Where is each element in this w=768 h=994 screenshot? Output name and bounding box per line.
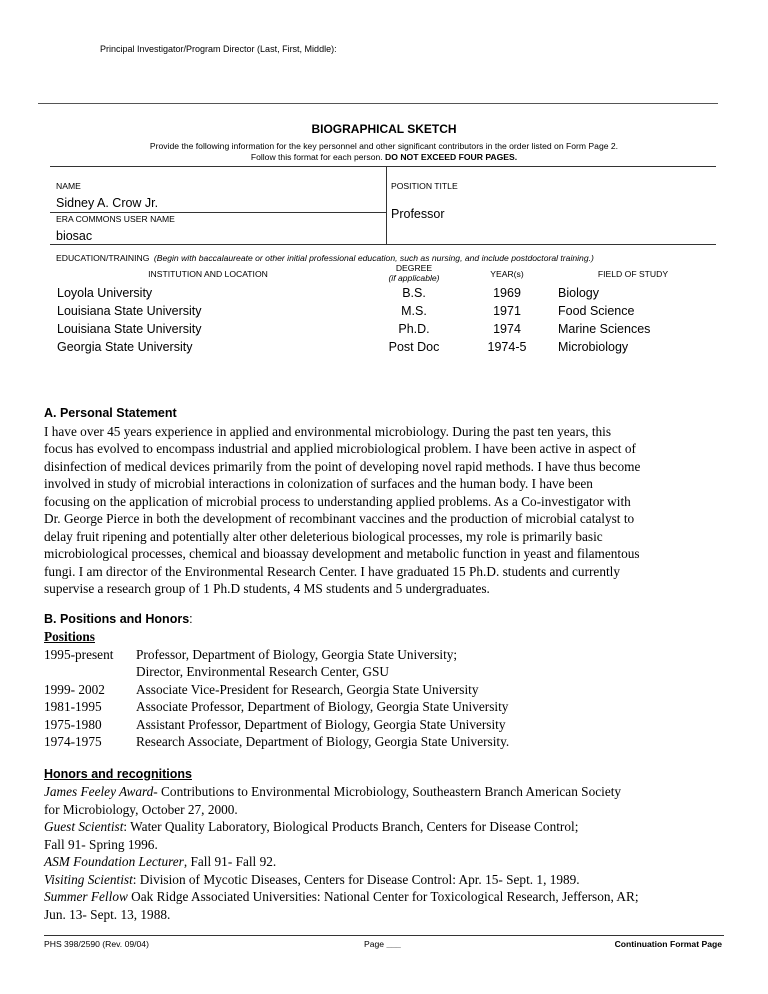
position-years: 1981-1995 [44, 699, 102, 714]
honor-text: : Water Quality Laboratory, Biological Products Branch, Centers for Disease Control; [123, 819, 579, 834]
position-text: Professor, Department of Biology, Georgia State University; [136, 646, 458, 662]
edu-degree: B.S. [402, 286, 426, 300]
page-title: BIOGRAPHICAL SKETCH [311, 122, 457, 136]
honor-text: Fall 91- Spring 1996. [44, 836, 158, 852]
positions-heading-colon: : [189, 611, 193, 626]
position-item [44, 646, 724, 664]
edu-degree: M.S. [401, 304, 427, 318]
continuation-label: Continuation Format Page [614, 939, 722, 949]
instructions-page-limit: DO NOT EXCEED FOUR PAGES. [385, 152, 518, 162]
edu-degree: Post Doc [388, 340, 440, 354]
page-label: Page [364, 939, 385, 949]
form-number: PHS 398/2590 (Rev. 09/04) [44, 939, 149, 949]
edu-field: Food Science [558, 304, 635, 318]
position-item [44, 716, 724, 734]
instructions-line-2-text: Follow this format for each person. [250, 152, 383, 162]
era-label: ERA COMMONS USER NAME [56, 214, 175, 224]
position-text: Director, Environmental Research Center, GSU [136, 664, 389, 679]
statement-line: I have over 45 years experience in applied and environmental microbiology. During the past ten years, this [44, 423, 612, 439]
position-item [44, 663, 724, 681]
education-row [50, 340, 716, 358]
statement-line: focusing on the application of microbial process to understanding applied problems. As a Co-investigator with [44, 493, 631, 509]
page-number [364, 939, 401, 949]
edu-field: Marine Sciences [558, 322, 651, 336]
position-label: POSITION TITLE [391, 181, 458, 191]
positions-list [44, 646, 724, 751]
edu-field: Biology [558, 286, 599, 300]
statement-line: involved in study of microbial interactions in colonization of surfaces and the human body. I have been [44, 476, 593, 491]
education-row [50, 322, 716, 340]
education-note: (Begin with baccalaureate or other initial professional education, such as nursing, and include postdoctoral training.) [153, 253, 594, 263]
biosketch-form [50, 166, 716, 360]
name-label: NAME [56, 181, 81, 191]
position-text: Assistant Professor, Department of Biology, Georgia State University [136, 716, 506, 732]
positions-subheading: Positions [44, 629, 95, 644]
edu-institution: Louisiana State University [57, 304, 202, 318]
col-degree [362, 263, 466, 283]
name-value: Sidney A. Crow Jr. [56, 196, 159, 210]
position-text: Associate Professor, Department of Biology, Georgia State University [136, 699, 509, 714]
position-text: Associate Vice-President for Research, Georgia State University [136, 681, 479, 697]
honor-item [44, 783, 724, 801]
position-item [44, 733, 724, 751]
position-years [44, 663, 136, 681]
col-years: YEAR(s) [490, 269, 524, 279]
honor-title: Guest Scientist [44, 819, 124, 834]
honor-title: Summer Fellow [44, 889, 128, 904]
era-value: biosac [56, 229, 93, 243]
statement-line: microbiological processes, chemical and bioassay development and metabolic function in yeast and filamentous [44, 546, 640, 561]
col-degree-note: (if applicable) [388, 273, 440, 283]
statement-line: supervise a research group of 1 Ph.D students, 4 MS students and 5 undergraduates. [44, 581, 490, 596]
name-era-divider [50, 212, 386, 213]
col-institution: INSTITUTION AND LOCATION [148, 269, 268, 279]
edu-institution: Georgia State University [57, 340, 193, 354]
edu-year: 1974 [493, 322, 521, 336]
education-label: EDUCATION/TRAINING [56, 253, 150, 263]
instructions-line-2 [0, 152, 768, 163]
position-item [44, 698, 724, 716]
honor-text: for Microbiology, October 27, 2000. [44, 801, 238, 817]
education-table [50, 286, 716, 358]
personal-statement-heading: A. Personal Statement [44, 406, 177, 420]
honor-text: , Fall 91- Fall 92. [183, 854, 277, 869]
instructions-line-1: Provide the following information for the key personnel and other significant contributors in the order listed on Form Page 2. [149, 141, 619, 151]
pi-label: Principal Investigator/Program Director (Last, First, Middle): [100, 44, 337, 54]
honor-item [44, 818, 724, 836]
positions-heading-text: B. Positions and Honors [44, 611, 190, 626]
col-field: FIELD OF STUDY [597, 269, 669, 279]
honor-item [44, 906, 724, 924]
page-blank: ___ [386, 939, 401, 949]
col-degree-label: DEGREE [395, 263, 433, 273]
edu-year: 1974-5 [487, 340, 527, 354]
position-years: 1974-1975 [44, 734, 102, 749]
honor-text: Jun. 13- Sept. 13, 1988. [44, 906, 171, 922]
honor-item [44, 836, 724, 854]
statement-line: delay fruit ripening and potentially alter other deleterious biological processes, my role is primarily basic [44, 528, 603, 544]
honor-item [44, 888, 724, 906]
honor-item [44, 871, 724, 889]
position-item [44, 681, 724, 699]
position-years: 1995-present [44, 646, 114, 662]
honor-title: James Feeley Award [44, 784, 154, 799]
education-row [50, 286, 716, 304]
name-position-divider [386, 167, 387, 244]
footer-divider [44, 935, 724, 936]
education-top-divider [50, 244, 716, 245]
position-text: Research Associate, Department of Biology, Georgia State University. [136, 734, 510, 749]
personal-statement [44, 423, 724, 598]
top-divider [38, 103, 718, 104]
position-value: Professor [391, 207, 445, 221]
position-years: 1999- 2002 [44, 681, 105, 697]
positions-heading [44, 610, 724, 629]
honor-text: : Division of Mycotic Diseases, Centers for Disease Control: Apr. 15- Sept. 1, 1989. [132, 871, 580, 887]
honor-item [44, 801, 724, 819]
honor-item [44, 853, 724, 871]
statement-line: Dr. George Pierce in both the development of recombinant vaccines and the production of microbial catalyst to [44, 511, 635, 526]
edu-field: Microbiology [558, 340, 629, 354]
edu-institution: Louisiana State University [57, 322, 202, 336]
honors-list [44, 783, 724, 923]
education-row [50, 304, 716, 322]
honors-heading: Honors and recognitions [44, 766, 192, 781]
position-years: 1975-1980 [44, 716, 102, 732]
honor-title: Visiting Scientist [44, 871, 133, 887]
honor-title: ASM Foundation Lecturer [44, 854, 184, 869]
edu-institution: Loyola University [57, 286, 153, 300]
edu-year: 1971 [493, 304, 521, 318]
statement-line: fungi. I am director of the Environmental Research Center. I have graduated 15 Ph.D. students and currently [44, 563, 621, 579]
edu-year: 1969 [493, 286, 521, 300]
honor-text: - Contributions to Environmental Microbiology, Southeastern Branch American Society [153, 784, 622, 799]
honor-text: Oak Ridge Associated Universities: National Center for Toxicological Research, Jefferson, AR; [127, 889, 639, 904]
document-body [44, 405, 724, 923]
edu-degree: Ph.D. [398, 322, 430, 336]
instructions [0, 141, 768, 163]
statement-line: focus has evolved to encompass industrial and applied microbiological problem. I have been active in aspect of [44, 441, 636, 456]
education-header [56, 248, 594, 266]
statement-line: disinfection of medical devices primarily from the point of developing novel rapid methods. I have thus become [44, 458, 641, 474]
